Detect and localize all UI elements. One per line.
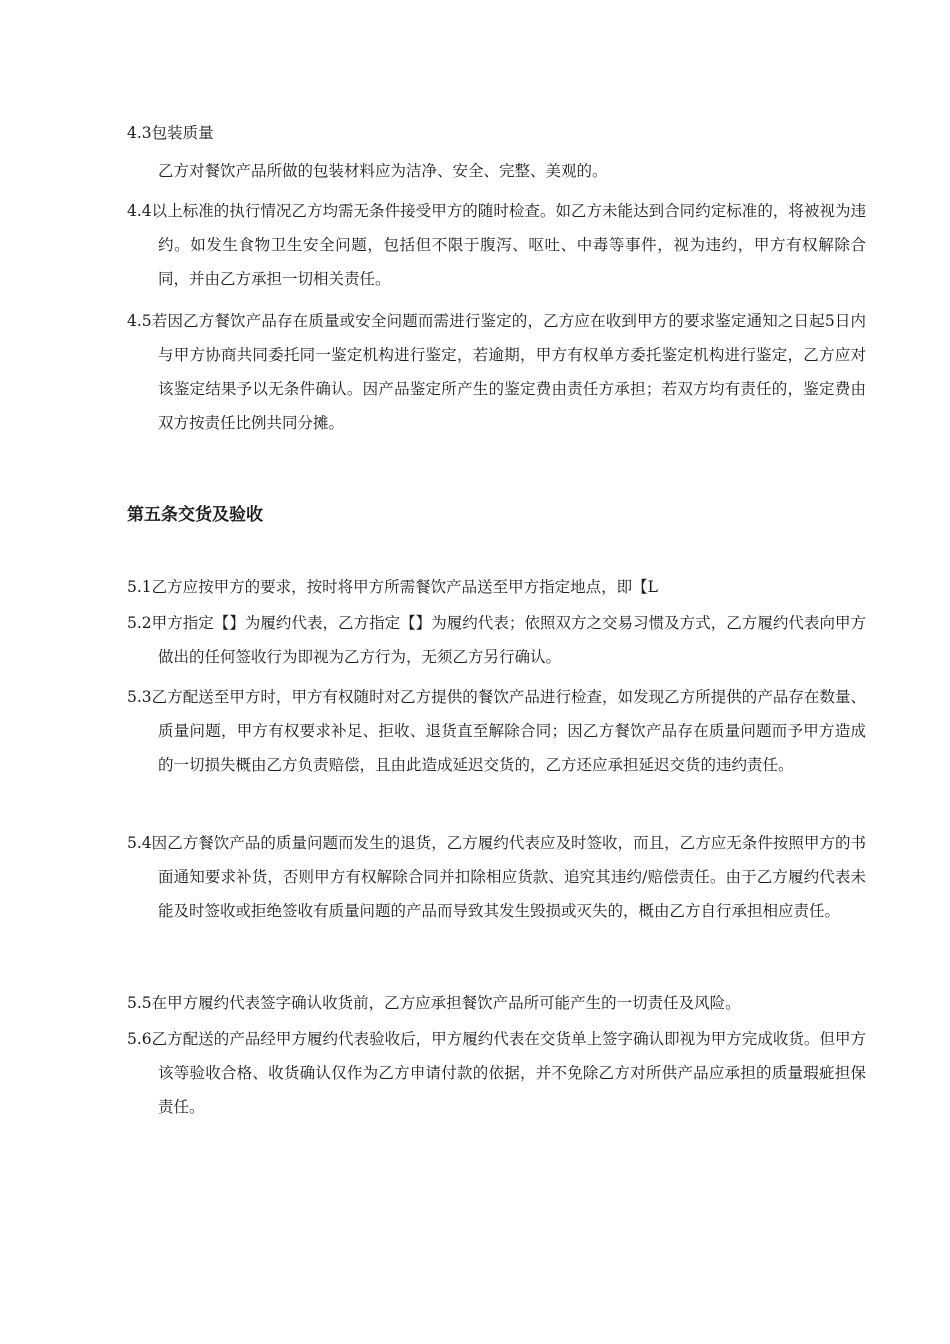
clause-5-3: 5.3乙方配送至甲方时，甲方有权随时对乙方提供的餐饮产品进行检查，如发现乙方所提供的产品存在数量、质量问题，甲方有权要求补足、拒收、退货直至解除合同；因乙方餐饮产品存在质量问题而予甲方造成的一切损失概由乙方负责赔偿，且由此造成延迟交货的，乙方还应承担延迟交货的违约责任。 — [127, 688, 866, 774]
clause-5-4: 5.4因乙方餐饮产品的质量问题而发生的退货，乙方履约代表应及时签收，而且，乙方应无条件按照甲方的书面通知要求补货，否则甲方有权解除合同并扣除相应货款、追究其违约/赔偿责任。由于乙方履约代表未能及时签收或拒绝签收有质量问题的产品而导致其发生毁损或灭失的，概由乙方自行承担相应责任。 — [127, 834, 866, 920]
section-5-heading: 第五条交货及验收 — [127, 505, 263, 525]
clause-4-3-body: 乙方对餐饮产品所做的包装材料应为洁净、安全、完整、美观的。 — [158, 162, 608, 180]
clause-5-5: 5.5在甲方履约代表签字确认收货前，乙方应承担餐饮产品所可能产生的一切责任及风险。 — [127, 994, 741, 1012]
clause-4-5: 4.5若因乙方餐饮产品存在质量或安全问题而需进行鉴定的，乙方应在收到甲方的要求鉴定通知之日起5日内与甲方协商共同委托同一鉴定机构进行鉴定，若逾期，甲方有权单方委托鉴定机构进行鉴定，乙方应对该鉴定结果予以无条件确认。因产品鉴定所产生的鉴定费由责任方承担；若双方均有责任的，鉴定费由双方按责任比例共同分摊。 — [127, 312, 866, 432]
clause-5-6: 5.6乙方配送的产品经甲方履约代表验收后，甲方履约代表在交货单上签字确认即视为甲方完成收货。但甲方该等验收合格、收货确认仅作为乙方申请付款的依据，并不免除乙方对所供产品应承担的质量瑕疵担保责任。 — [127, 1030, 866, 1116]
clause-5-1: 5.1乙方应按甲方的要求，按时将甲方所需餐饮产品送至甲方指定地点，即【L — [127, 578, 658, 596]
clause-4-4: 4.4以上标准的执行情况乙方均需无条件接受甲方的随时检查。如乙方未能达到合同约定标准的，将被视为违约。如发生食物卫生安全问题，包括但不限于腹泻、呕吐、中毒等事件，视为违约，甲方有权解除合同，并由乙方承担一切相关责任。 — [127, 202, 866, 288]
clause-5-2: 5.2甲方指定【】为履约代表，乙方指定【】为履约代表；依照双方之交易习惯及方式，乙方履约代表向甲方做出的任何签收行为即视为乙方行为，无须乙方另行确认。 — [127, 614, 866, 666]
clause-4-3-title: 4.3包装质量 — [127, 124, 214, 142]
